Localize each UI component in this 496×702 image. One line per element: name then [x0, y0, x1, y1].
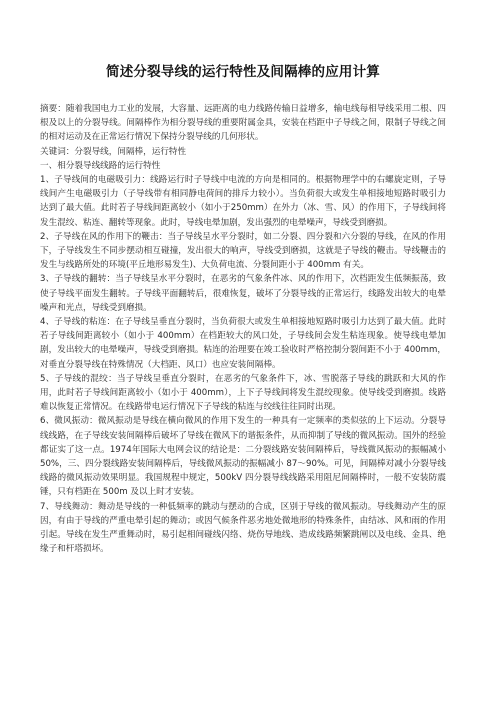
- abstract-paragraph: 摘要：随着我国电力工业的发展，大容量、远距离的电力线路传输日益增多，输电线每相导线采用二根、四根及以上的分裂导线。间隔棒作为相分裂导线的重要附属金具，安装在档距中子导线之间，限制子导线之间的相对运动及在正常运行情况下保持分裂导线的几何形状。: [40, 104, 446, 143]
- section-heading: 一、相分裂导线线路的运行特性: [40, 160, 161, 171]
- paragraph-6: 6、微风振动：微风振动是导线在横向微风的作用下发生的一种具有一定频率的类似弦的上下运动。分裂导线线路，在子导线安装间隔棒后破坏了导线在微风下的谐振条件，从而抑制了导线的微风振动。国外的经验都证实了这一点。1974年国际大电网会议的结论是：二分裂线路安装间隔棒后，导线微风振动的振幅减小 50%，三、四分裂线路安装间隔棒后，导线微风振动的振幅减小 87～90%。可见，间隔棒对减小分裂导线线路的微风振动效果明显。我国规程中规定，500kV 四分裂导线线路采用阻尼间隔棒时，一般不安装防震锤，只有档距在 500m 及以上时才安装。: [40, 416, 446, 498]
- paragraph-1: 1、子导线间的电磁吸引力：线路运行时子导线中电流的方向是相同的。根据物理学中的右螺旋定则，子导线间产生电磁吸引力（子导线带有相同静电荷间的排斥力较小）。当负荷很大或发生单相接地短路时吸引力达到了最大值。此时若子导线间距离较小（如小于250mm）在外力（冰、雪、风）的作用下，子导线间将发生混绞、粘连、翻转等现象。此时，导线电晕加剧，发出强烈的电晕噪声，导线受到磨损。: [40, 175, 446, 228]
- paragraph-2: 2、子导线在风的作用下的鞭击：当子导线呈水平分裂时，如二分裂、四分裂和六分裂的导线，在风的作用下，子导线发生不同步摆动相互碰撞，发出很大的响声，导线受到磨损，这就是子导线的鞭击。导线鞭击的发生与线路所处的环境(平丘地形易发生)、大负荷电流、分裂间距小于 400mm 有关。: [40, 231, 446, 271]
- paragraph-4: 4、子导线的粘连：在子导线呈垂直分裂时，当负荷很大或发生单相接地短路时吸引力达到了最大值。此时若子导线间距离较小（如小于 400mm）在档距较大的风口处，子导线间会发生粘连现象。使导线电晕加剧，发出较大的电晕噪声，导线受到磨损。粘连的治理要在竣工验收时严格控制分裂间距不小于 400mm，对垂直分裂导线在特殊情况（大档距、风口）也应安装间隔棒。: [40, 317, 446, 370]
- paragraph-7: 7、导线舞动：舞动是导线的一种低频率的跳动与摆动的合成，区别于导线的微风振动。导线舞动产生的原因，有由于导线的严重电晕引起的舞动；或因气候条件恶劣地处微地形的特殊条件，由结冰、风和雨的作用引起。导线在发生严重舞动时，易引起相间碰线闪络、烧伤导地线、造成线路频繁跳闸以及电线、金具、绝缘子和杆塔损坏。: [40, 501, 446, 555]
- document-title: 简述分裂导线的运行特性及间隔棒的应用计算: [106, 64, 380, 80]
- paragraph-5: 5、子导线的混绞：当子导线呈垂直分裂时，在恶劣的气象条件下，冰、雪脱落子导线的跳跃和大风的作用，此时若子导线间距离较小（如小于 400mm），上下子导线间将发生混绞现象。使导线受到磨损。线路难以恢复正常情况。在线路带电运行情况下子导线的粘连与绞线往往同时出现。: [40, 373, 446, 413]
- paragraph-3: 3、子导线的翻转：当子导线呈水平分裂时，在恶劣的气象条件冰、风的作用下，次档距发生低频振荡，致使子导线平面发生翻转。子导线平面翻转后，很难恢复，破坏了分裂导线的正常运行，线路发出较大的电晕噪声和光点，导线受到磨损。: [40, 274, 446, 313]
- document-body: [40, 102, 446, 557]
- keywords-line: 关键词：分裂导线，间隔棒，运行特性: [40, 146, 187, 157]
